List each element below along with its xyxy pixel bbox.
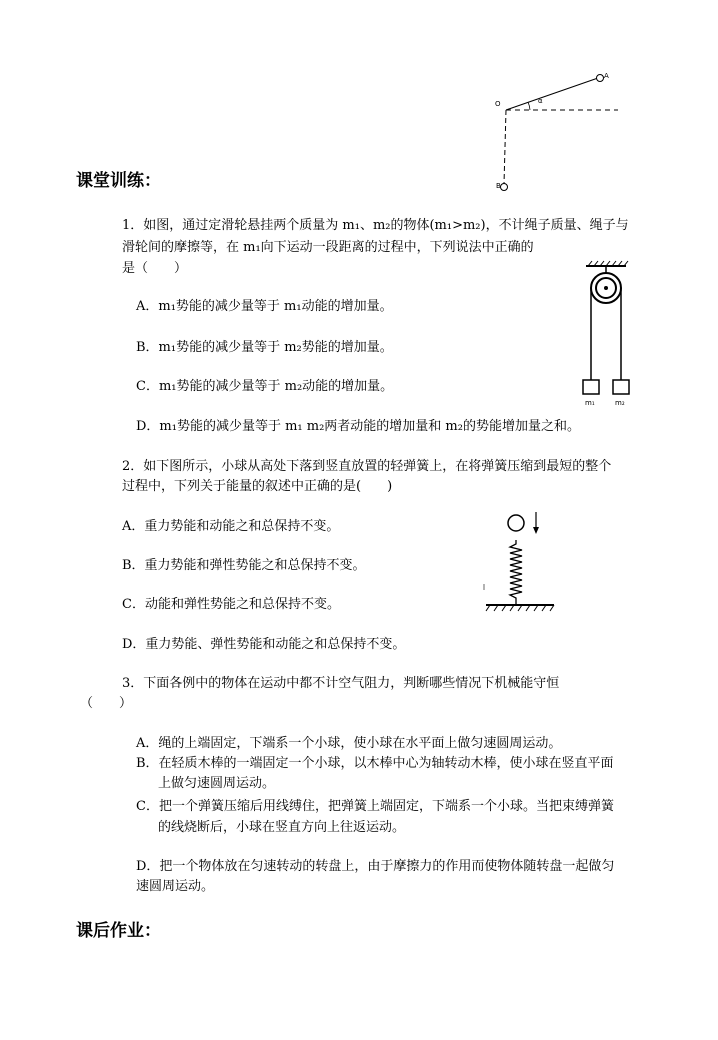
q1-stem-line2: 滑轮间的摩擦等，在 m₁向下运动一段距离的过程中，下列说法中正确的 — [122, 240, 534, 255]
q1-stem-line1: 1．如图，通过定滑轮悬挂两个质量为 m₁、m₂的物体(m₁>m₂)，不计绳子质量、绳子与 — [122, 218, 629, 233]
pendulum-figure — [490, 70, 620, 195]
label-b: B — [496, 182, 501, 190]
label-m2: m₂ — [615, 399, 625, 407]
q2-option-d: D．重力势能、弹性势能和动能之和总保持不变。 — [122, 637, 406, 652]
q3-stem-line1: 3．下面各例中的物体在运动中都不计空气阻力，判断哪些情况下机械能守恒 — [122, 676, 560, 691]
q1-stem-line3: 是（ ） — [122, 261, 188, 276]
section-heading-classwork: 课堂训练： — [76, 171, 161, 191]
q2-option-c: C．动能和弹性势能之和总保持不变。 — [122, 597, 340, 612]
section-heading-homework: 课后作业： — [76, 921, 161, 941]
q3-option-b-line1: B．在轻质木棒的一端固定一个小球，以木棒中心为轴转动木棒，使小球在竖直平面 — [136, 756, 614, 771]
q2-stem-line2: 过程中，下列关于能量的叙述中正确的是( ) — [122, 479, 393, 494]
pulley-figure — [574, 260, 636, 410]
q3-option-d-line1: D．把一个物体放在匀速转动的转盘上，由于摩擦力的作用而使物体随转盘一起做匀 — [136, 859, 615, 874]
q1-option-d: D．m₁势能的减少量等于 m₁ m₂两者动能的增加量和 m₂的势能增加量之和。 — [136, 419, 580, 434]
q2-stem-line1: 2．如下图所示，小球从高处下落到竖直放置的轻弹簧上，在将弹簧压缩到最短的整个 — [122, 459, 612, 474]
q3-stem-line2: （ ） — [80, 696, 133, 711]
q3-option-a: A．绳的上端固定，下端系一个小球，使小球在水平面上做匀速圆周运动。 — [136, 736, 562, 751]
q1-option-c: C．m₁势能的减少量等于 m₂动能的增加量。 — [136, 379, 394, 394]
q3-option-c-line2: 的线烧断后，小球在竖直方向上往返运动。 — [158, 820, 406, 835]
q1-option-a: A．m₁势能的减少量等于 m₁动能的增加量。 — [136, 299, 393, 314]
q2-option-b: B．重力势能和弹性势能之和总保持不变。 — [122, 558, 366, 573]
label-a: A — [604, 72, 609, 80]
q2-option-a: A．重力势能和动能之和总保持不变。 — [122, 519, 340, 534]
label-alpha: α — [538, 97, 543, 105]
q1-option-b: B．m₁势能的减少量等于 m₂势能的增加量。 — [136, 340, 393, 355]
spring-figure — [480, 508, 560, 618]
q3-option-d-line2: 速圆周运动。 — [136, 879, 215, 894]
q3-option-b-line2: 上做匀速圆周运动。 — [158, 776, 276, 791]
label-m1: m₁ — [585, 399, 595, 407]
label-o: O — [495, 100, 501, 108]
q3-option-c-line1: C．把一个弹簧压缩后用线缚住，把弹簧上端固定，下端系一个小球。当把束缚弹簧 — [136, 799, 614, 814]
